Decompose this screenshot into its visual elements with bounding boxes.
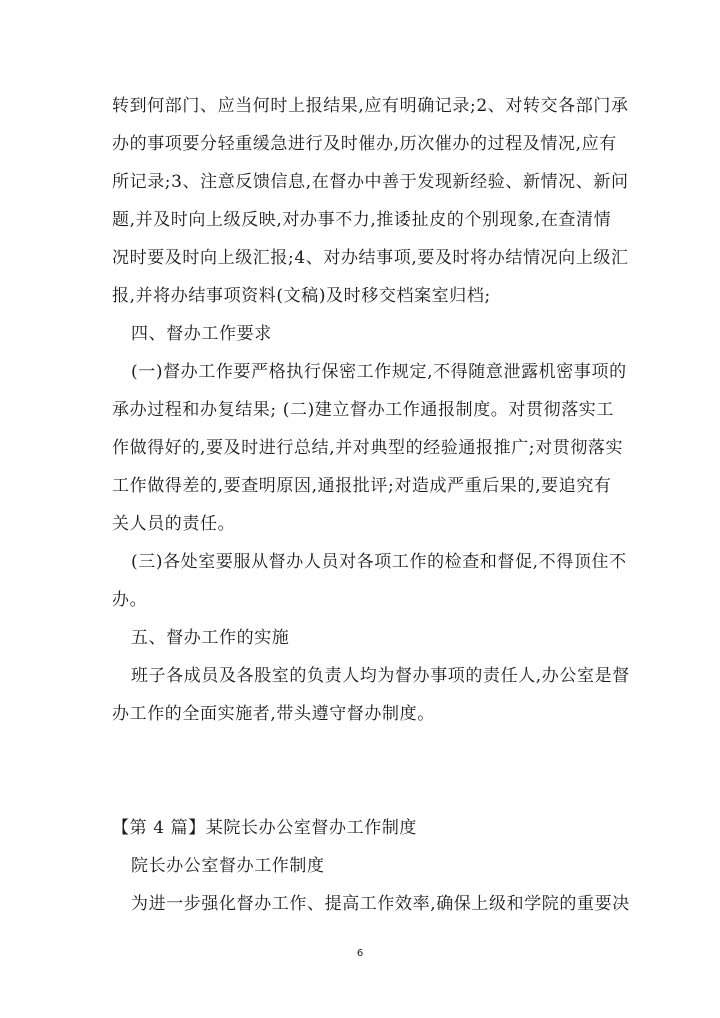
- section-heading-5: 五、督办工作的实施: [131, 628, 290, 648]
- article-title: 【第 4 篇】某院长办公室督办工作制度: [112, 818, 418, 838]
- paragraph-line: 办工作的全面实施者,带头遵守督办制度。: [112, 704, 435, 724]
- paragraph-line: 工作做得差的,要查明原因,通报批评;对造成严重后果的,要追究有: [112, 476, 612, 496]
- paragraph-line: 作做得好的,要及时进行总结,并对典型的经验通报推广;对贯彻落实: [112, 438, 624, 458]
- paragraph-line: 为进一步强化督办工作、提高工作效率,确保上级和学院的重要决: [131, 894, 630, 914]
- section-heading-4: 四、督办工作要求: [131, 324, 272, 344]
- paragraph-line: 关人员的责任。: [112, 514, 236, 534]
- paragraph-line: 办的事项要分轻重缓急进行及时催办,历次催办的过程及情况,应有: [112, 134, 617, 154]
- paragraph-line: 班子各成员及各股室的负责人均为督办事项的责任人,办公室是督: [131, 666, 630, 686]
- paragraph-line: 报,并将办结事项资料(文稿)及时移交档案室归档;: [112, 286, 491, 306]
- article-subtitle: 院长办公室督办工作制度: [131, 856, 325, 876]
- paragraph-line: 题,并及时向上级反映,对办事不力,推诿扯皮的个别现象,在查清情: [112, 210, 612, 230]
- page-number: 6: [356, 948, 364, 959]
- paragraph-line: (一)督办工作要严格执行保密工作规定,不得随意泄露机密事项的: [131, 362, 627, 382]
- paragraph-line: 转到何部门、应当何时上报结果,应有明确记录;2、对转交各部门承: [112, 96, 629, 116]
- paragraph-line: 办。: [112, 590, 148, 610]
- paragraph-line: 所记录;3、注意反馈信息,在督办中善于发现新经验、新情况、新问: [112, 172, 629, 192]
- paragraph-line: 况时要及时向上级汇报;4、对办结事项,要及时将办结情况向上级汇: [112, 248, 629, 268]
- paragraph-line: 承办过程和办复结果; (二)建立督办工作通报制度。对贯彻落实工: [112, 400, 614, 420]
- paragraph-line: (三)各处室要服从督办人员对各项工作的检查和督促,不得顶住不: [131, 552, 627, 572]
